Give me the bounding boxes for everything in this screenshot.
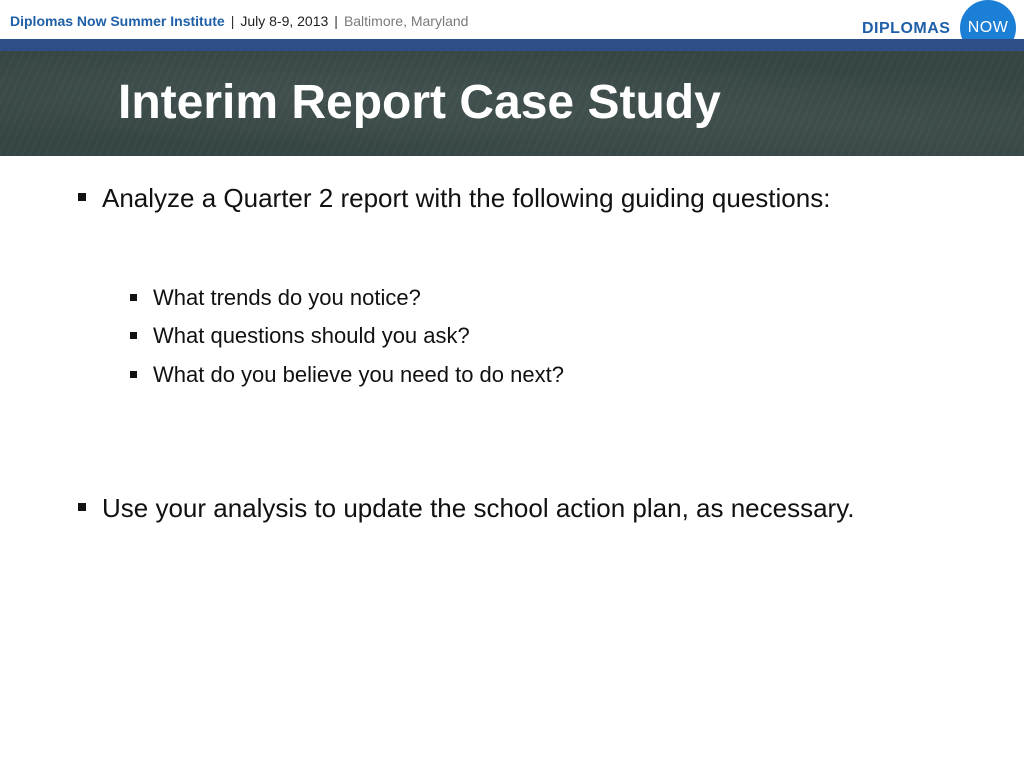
bullet-update-plan (78, 493, 855, 524)
logo-circle-word: NOW (967, 19, 1009, 36)
logo-word: DIPLOMAS (862, 20, 951, 37)
sub-bullet-questions (130, 323, 470, 349)
square-bullet-icon (130, 371, 137, 378)
header-separator: | (334, 13, 338, 29)
header-separator: | (230, 13, 235, 29)
square-bullet-icon (78, 193, 86, 201)
header-event-info (10, 13, 468, 29)
sub-bullet-text: What do you believe you need to do next? (153, 362, 564, 387)
square-bullet-icon (78, 503, 86, 511)
slide-title: Interim Report Case Study (118, 76, 721, 129)
sub-bullet-text: What trends do you notice? (153, 285, 421, 310)
bullet-text: Use your analysis to update the school action plan, as necessary. (102, 493, 855, 523)
event-date: July 8-9, 2013 (240, 13, 329, 29)
sub-bullet-trends (130, 285, 421, 311)
bullet-analyze-report (78, 183, 830, 214)
event-name: Diplomas Now Summer Institute (10, 13, 225, 29)
square-bullet-icon (130, 332, 137, 339)
event-location: Baltimore, Maryland (343, 13, 469, 29)
sub-bullet-next-steps (130, 362, 564, 388)
square-bullet-icon (130, 294, 137, 301)
header-divider (0, 39, 1024, 51)
bullet-text: Analyze a Quarter 2 report with the following guiding questions: (102, 183, 831, 213)
sub-bullet-text: What questions should you ask? (153, 323, 470, 348)
title-band (0, 51, 1024, 156)
